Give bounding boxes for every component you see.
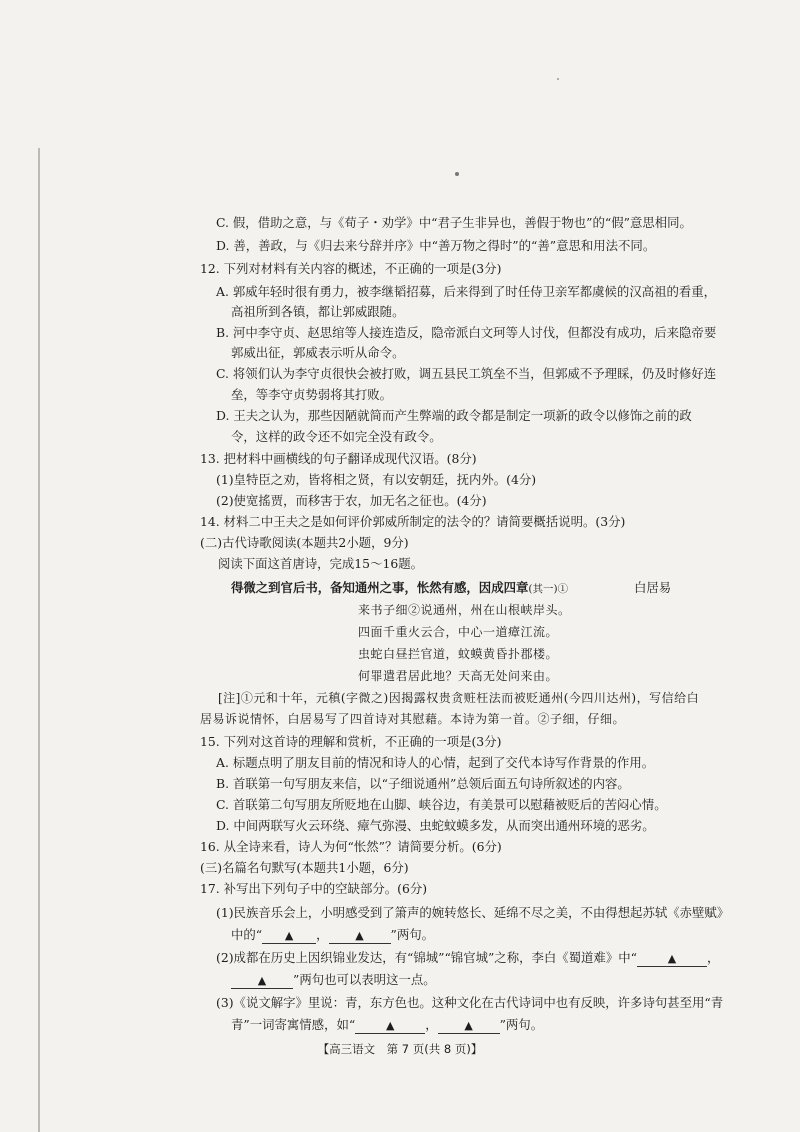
section-3-heading: (三)名篇名句默写(本题共1小题，6分) — [200, 860, 409, 875]
q15-option-d: D. 中间两联写火云环绕、瘴气弥漫、虫蛇蚊蟆多发，从而突出通州环境的恶劣。 — [216, 818, 655, 833]
question-14: 14. 材料二中王夫之是如何评价郭威所制定的法令的？请简要概括说明。(3分) — [200, 514, 626, 529]
q13-item-2: (2)使宽搖贾，而移害于农，加无名之征也。(4分) — [216, 493, 487, 508]
q17-item-2-cont — [231, 972, 436, 989]
poem-subtitle: (其一)① — [528, 583, 569, 595]
blank-triangle-icon: ▲ — [667, 952, 677, 965]
poem-title: 得微之到官后书，备知通州之事，怅然有感，因成四章 — [231, 580, 529, 595]
answer-blank[interactable] — [329, 928, 391, 944]
q13-item-1: (1)皇特臣之劝，皆将相之贤，有以安朝廷，抚内外。(4分) — [216, 472, 537, 487]
page-footer: 【高三语文 第 7 页(共 8 页)】 — [317, 1042, 483, 1056]
text-fragment: ， — [316, 927, 329, 942]
q12-option-c-cont: 垒，等李守贞势弱将其打败。 — [231, 387, 393, 402]
blank-triangle-icon: ▲ — [355, 929, 364, 942]
q17-item-1: (1)民族音乐会上，小明感受到了箫声的婉转悠长、延绵不尽之美，不由得想起苏轼《赤壁赋》 — [216, 905, 730, 920]
answer-blank[interactable] — [355, 1018, 425, 1034]
answer-blank[interactable] — [438, 1018, 500, 1034]
q12-option-b: B. 河中李守贞、赵思绾等人接连造反，隐帝派白文珂等人讨伐，但都没有成功，后来隐帝要 — [216, 325, 717, 340]
text-fragment: ”两句。 — [499, 1017, 544, 1032]
question-13: 13. 把材料中画横线的句子翻译成现代汉语。(8分) — [200, 451, 477, 466]
q17-item-1-cont — [231, 927, 434, 944]
section-2-intro: 阅读下面这首唐诗，完成15～16题。 — [218, 556, 424, 571]
q12-option-b-cont: 郭威出征，郭威表示听从命令。 — [231, 345, 405, 360]
poem-title-line — [231, 580, 568, 597]
blank-triangle-icon: ▲ — [464, 1019, 473, 1032]
q15-option-a: A. 标题点明了朋友目前的情况和诗人的心情，起到了交代本诗写作背景的作用。 — [216, 755, 655, 770]
q12-option-a: A. 郭威年轻时很有勇力，被李继韬招募，后来得到了时任侍卫亲军都虞候的汉高祖的看重， — [216, 284, 717, 299]
answer-blank[interactable] — [231, 973, 293, 989]
answer-blank[interactable] — [637, 951, 707, 967]
poem-line: 何罪遣君居此地？天高无处问来由。 — [358, 669, 559, 683]
blank-triangle-icon: ▲ — [385, 1019, 395, 1032]
question-17: 17. 补写出下列句子中的空缺部分。(6分) — [200, 881, 428, 896]
poem-line: 四面千重火云合，中心一道瘴江流。 — [358, 625, 559, 639]
q12-option-d-cont: 令，这样的政令还不如完全没有政令。 — [231, 429, 442, 444]
answer-blank[interactable] — [262, 928, 316, 944]
poem-line: 虫蛇白昼拦官道，蚊蟆黄昏扑郡楼。 — [358, 647, 559, 661]
option-d: D. 善，善政，与《归去来兮辞并序》中“善万物之得时”的“善”意思和用法不同。 — [216, 238, 656, 253]
q15-option-c: C. 首联第二句写朋友所贬地在山脚、峡谷边，有美景可以慰藉被贬后的苦闷心情。 — [216, 797, 667, 812]
q15-option-b: B. 首联第一句写朋友来信，以“子细说通州”总领后面五句诗所叙述的内容。 — [216, 776, 630, 791]
question-16: 16. 从全诗来看，诗人为何“怅然”？请简要分析。(6分) — [200, 839, 502, 854]
q12-option-d: D. 王夫之认为，那些因陋就简而产生弊端的政令都是制定一项新的政令以修饰之前的政 — [216, 408, 692, 423]
text-fragment: 中的“ — [231, 927, 263, 942]
q17-item-3-cont — [231, 1017, 543, 1034]
text-fragment: (2)成都在历史上因织锦业发达，有“锦城”“锦官城”之称，李白《蜀道难》中“ — [216, 950, 637, 965]
q12-option-c: C. 将领们认为李守贞很快会被打败，调五县民工筑垒不当，但郭威不予理睬，仍及时修好连 — [216, 366, 717, 381]
q17-item-3: (3)《说文解字》里说：青，东方色也。这种文化在古代诗词中也有反映，许多诗句甚至用“青 — [216, 995, 724, 1010]
poem-line: 来书子细②说通州，州在山根峡岸头。 — [358, 603, 571, 617]
blank-triangle-icon: ▲ — [284, 929, 294, 942]
poem-author: 白居易 — [634, 580, 672, 595]
q12-option-a-cont: 高祖所到各镇，都让郭威跟随。 — [231, 304, 405, 319]
poem-note-cont: 居易诉说情怀，白居易写了四首诗对其慰藉。本诗为第一首。②子细，仔细。 — [200, 712, 626, 726]
question-12: 12. 下列对材料有关内容的概述，不正确的一项是(3分) — [200, 261, 502, 276]
blank-triangle-icon: ▲ — [257, 974, 267, 987]
text-fragment: ， — [425, 1017, 438, 1032]
q17-item-2 — [216, 950, 719, 967]
text-fragment: ”两句。 — [390, 927, 435, 942]
text-fragment: ， — [706, 950, 720, 965]
question-15: 15. 下列对这首诗的理解和赏析，不正确的一项是(3分) — [200, 734, 502, 749]
text-fragment: 青”一词寄寓情感，如“ — [231, 1017, 356, 1032]
option-c: C. 假，借助之意，与《荀子・劝学》中“君子生非异也，善假于物也”的“假”意思相同。 — [216, 215, 692, 230]
text-fragment: ”两句也可以表明这一点。 — [293, 972, 436, 987]
section-2-heading: (二)古代诗歌阅读(本题共2小题，9分) — [200, 535, 409, 550]
poem-note: [注]①元和十年，元稹(字微之)因揭露权贵贪赃枉法而被贬通州(今四川达州)，写信给白 — [218, 691, 700, 705]
